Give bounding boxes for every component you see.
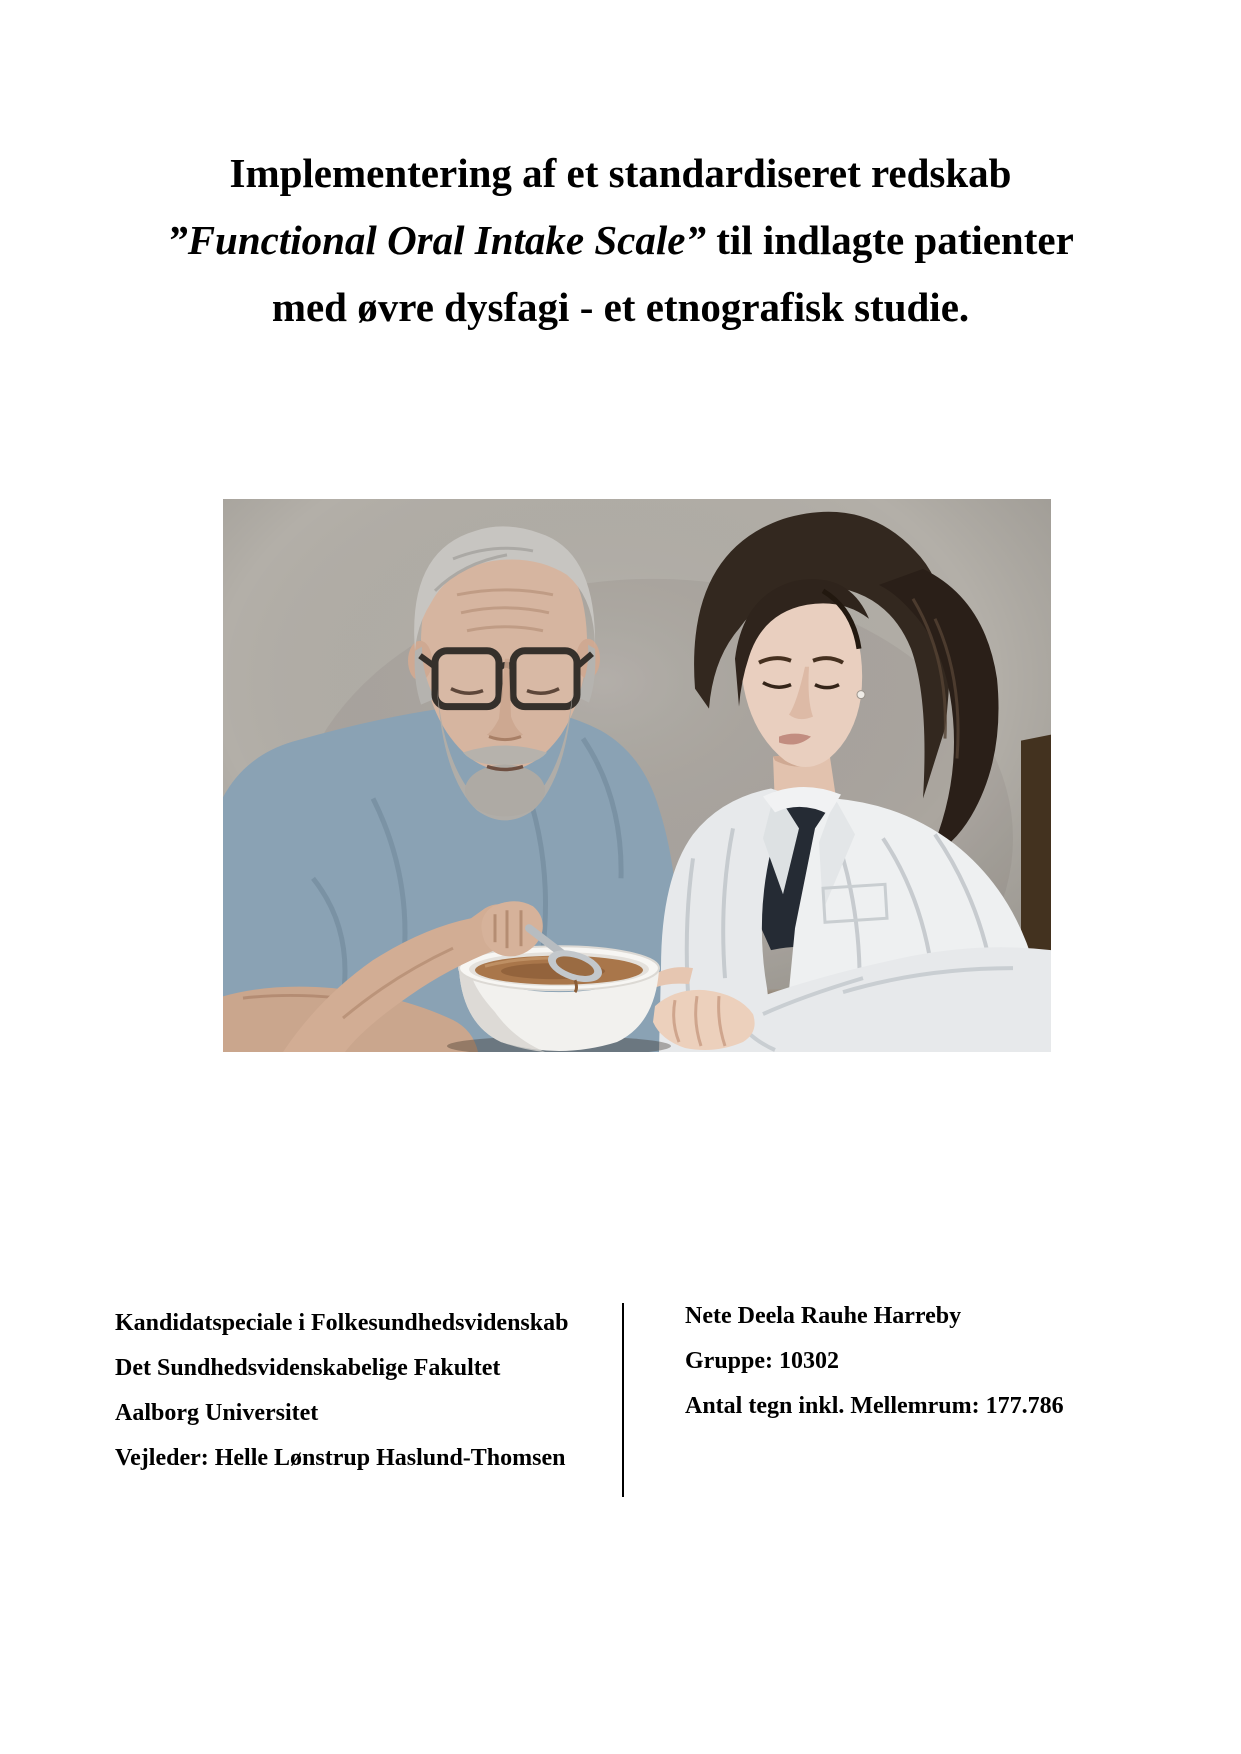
title-line-2 [0,207,1241,274]
footer-group: Gruppe: 10302 [685,1348,840,1374]
title-line-2-rest: til indlagte patienter [705,217,1074,263]
footer-character-count: Antal tegn inkl. Mellemrum: 177.786 [685,1393,1064,1419]
cover-photo-illustration [223,499,1051,1052]
footer-right-block [685,1294,1064,1429]
cover-photo [223,499,1051,1052]
footer-divider [622,1303,624,1497]
footer-university: Aalborg Universitet [115,1400,319,1426]
footer-left-block [115,1301,568,1481]
title-line-1: Implementering af et standardiseret redskab [229,150,1012,196]
footer-supervisor: Vejleder: Helle Lønstrup Haslund-Thomsen [115,1445,566,1471]
thesis-title [0,140,1241,341]
footer-author: Nete Deela Rauhe Harreby [685,1303,962,1329]
footer-faculty: Det Sundhedsvidenskabelige Fakultet [115,1355,501,1381]
title-line-3: med øvre dysfagi - et etnografisk studie. [271,284,970,330]
footer-degree: Kandidatspeciale i Folkesundhedsvidenskab [115,1310,569,1336]
title-line-2-italic: ”Functional Oral Intake Scale” [167,217,706,263]
earring [857,691,865,699]
